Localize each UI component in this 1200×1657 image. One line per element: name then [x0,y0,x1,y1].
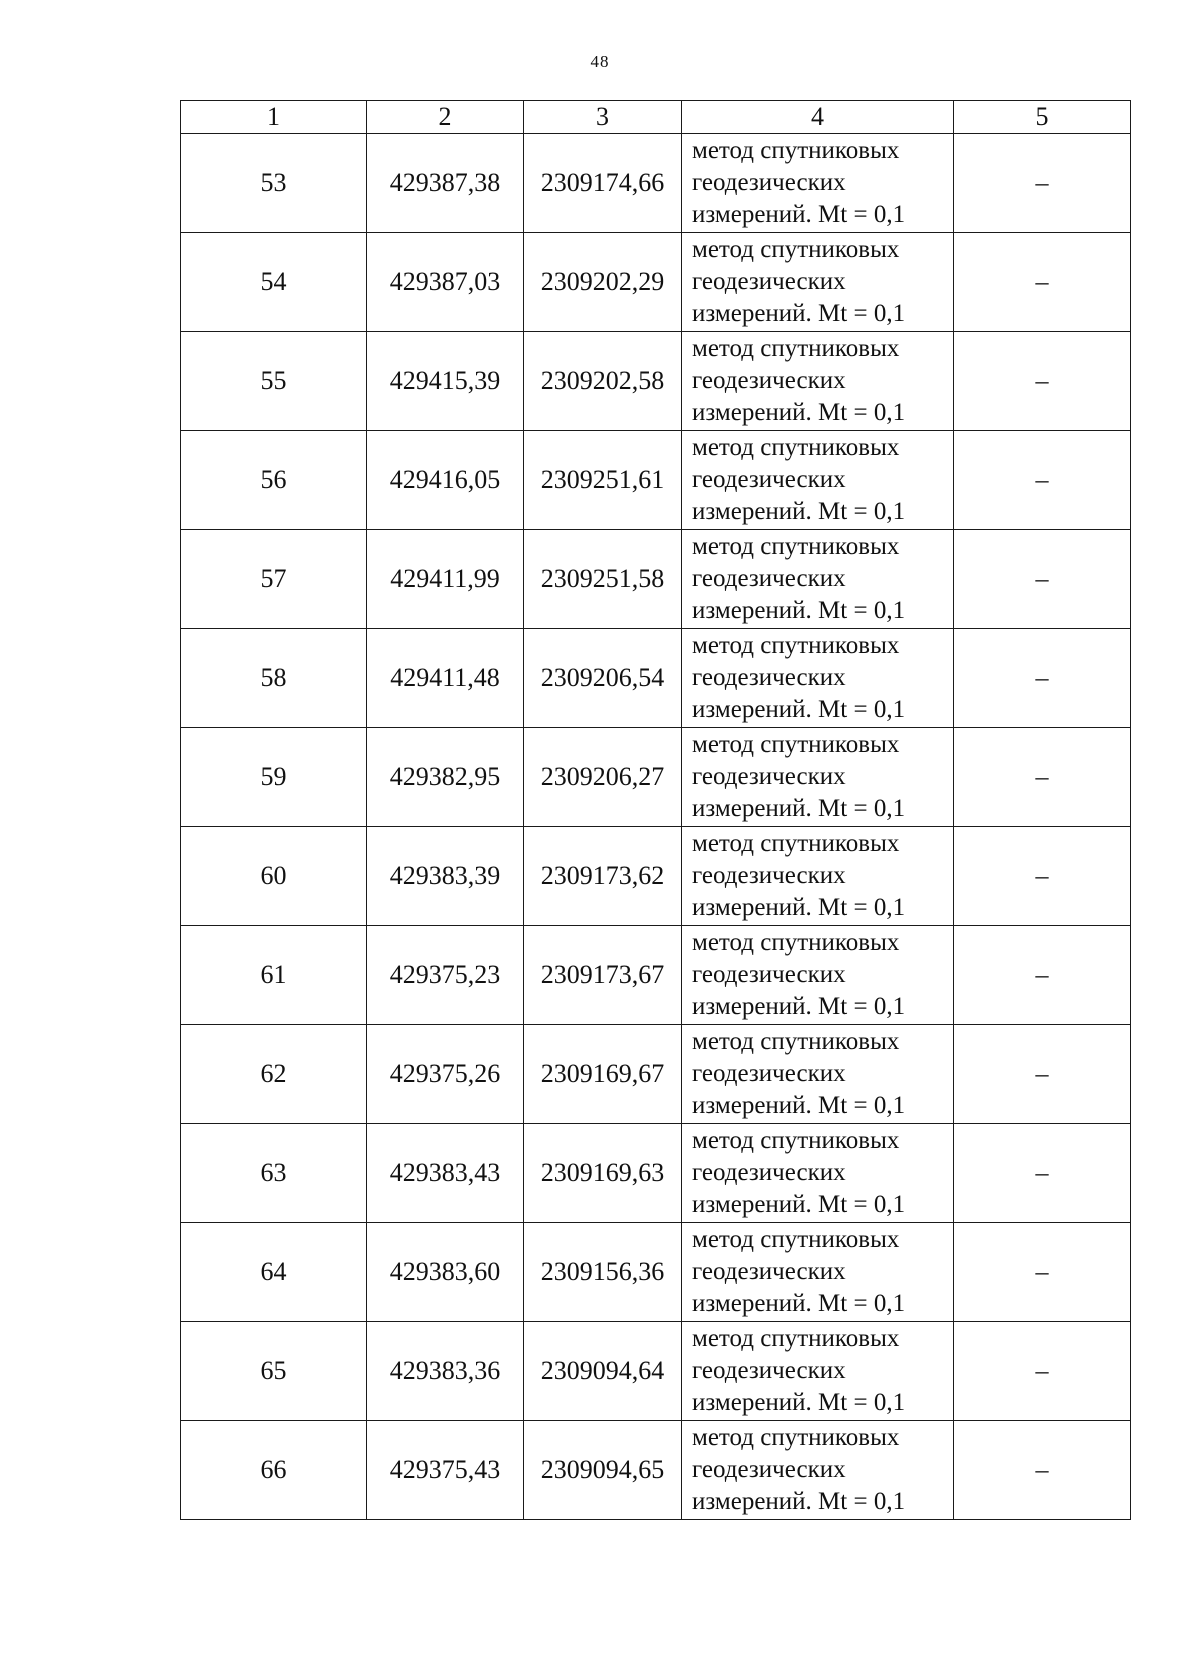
coordinate-x-cell: 429411,48 [367,629,524,728]
point-number-cell: 57 [181,530,367,629]
point-number-cell: 58 [181,629,367,728]
method-line: измерений. Mt = 0,1 [692,498,906,525]
method-line: геодезических [692,1060,846,1087]
point-number-cell: 56 [181,431,367,530]
point-number-cell: 60 [181,827,367,926]
method-line: метод спутниковых [692,335,900,362]
method-line: метод спутниковых [692,533,900,560]
coordinate-x-cell: 429387,38 [367,134,524,233]
method-line: измерений. Mt = 0,1 [692,696,906,723]
method-line: геодезических [692,664,846,691]
method-line: измерений. Mt = 0,1 [692,1290,906,1317]
point-number-cell: 59 [181,728,367,827]
table-row [181,233,1131,332]
method-cell [682,926,954,1025]
method-line: измерений. Mt = 0,1 [692,993,906,1020]
method-cell [682,1124,954,1223]
note-cell: – [954,728,1131,827]
coordinate-y-cell: 2309156,36 [524,1223,682,1322]
header-col-1: 1 [181,101,367,134]
header-row [181,101,1131,134]
method-line: геодезических [692,169,846,196]
point-number-cell: 65 [181,1322,367,1421]
note-cell: – [954,134,1131,233]
coordinate-y-cell: 2309251,61 [524,431,682,530]
note-cell: – [954,530,1131,629]
coordinate-y-cell: 2309173,67 [524,926,682,1025]
coordinate-x-cell: 429383,43 [367,1124,524,1223]
method-line: измерений. Mt = 0,1 [692,201,906,228]
point-number-cell: 64 [181,1223,367,1322]
point-number-cell: 66 [181,1421,367,1520]
table-body [181,134,1131,1520]
method-line: геодезических [692,1357,846,1384]
method-line: метод спутниковых [692,830,900,857]
coordinate-y-cell: 2309202,58 [524,332,682,431]
note-cell: – [954,1322,1131,1421]
table-row [181,332,1131,431]
note-cell: – [954,233,1131,332]
point-number-cell: 54 [181,233,367,332]
method-line: геодезических [692,961,846,988]
table-row [181,1223,1131,1322]
coordinate-x-cell: 429383,39 [367,827,524,926]
method-line: измерений. Mt = 0,1 [692,399,906,426]
method-cell [682,1322,954,1421]
method-line: геодезических [692,268,846,295]
method-line: измерений. Mt = 0,1 [692,894,906,921]
table-row [181,728,1131,827]
point-number-cell: 53 [181,134,367,233]
coordinate-y-cell: 2309202,29 [524,233,682,332]
method-line: измерений. Mt = 0,1 [692,597,906,624]
method-cell [682,431,954,530]
method-line: метод спутниковых [692,929,900,956]
header-col-3: 3 [524,101,682,134]
table-header [181,101,1131,134]
method-line: геодезических [692,763,846,790]
coordinate-x-cell: 429383,60 [367,1223,524,1322]
method-line: геодезических [692,1258,846,1285]
table-row [181,1025,1131,1124]
page-number: 48 [590,52,610,71]
method-line: измерений. Mt = 0,1 [692,300,906,327]
method-cell [682,1421,954,1520]
coordinate-y-cell: 2309206,27 [524,728,682,827]
method-line: метод спутниковых [692,731,900,758]
method-cell [682,827,954,926]
coordinate-x-cell: 429411,99 [367,530,524,629]
table-row [181,1322,1131,1421]
method-cell [682,1025,954,1124]
table-row [181,134,1131,233]
table-row [181,530,1131,629]
coordinate-x-cell: 429375,26 [367,1025,524,1124]
note-cell: – [954,827,1131,926]
header-col-2: 2 [367,101,524,134]
coordinate-y-cell: 2309173,62 [524,827,682,926]
method-line: измерений. Mt = 0,1 [692,1092,906,1119]
method-line: геодезических [692,1456,846,1483]
coordinate-x-cell: 429375,43 [367,1421,524,1520]
method-cell [682,233,954,332]
method-line: метод спутниковых [692,1226,900,1253]
coordinate-x-cell: 429382,95 [367,728,524,827]
method-line: метод спутниковых [692,434,900,461]
point-number-cell: 63 [181,1124,367,1223]
point-number-cell: 61 [181,926,367,1025]
note-cell: – [954,1025,1131,1124]
method-line: метод спутниковых [692,1028,900,1055]
method-line: метод спутниковых [692,137,900,164]
method-line: метод спутниковых [692,1325,900,1352]
method-cell [682,629,954,728]
method-cell [682,134,954,233]
table-row [181,1124,1131,1223]
note-cell: – [954,431,1131,530]
table-row [181,629,1131,728]
coordinate-x-cell: 429415,39 [367,332,524,431]
header-col-5: 5 [954,101,1131,134]
note-cell: – [954,1421,1131,1520]
coordinates-table [180,100,1131,1520]
method-line: измерений. Mt = 0,1 [692,1488,906,1515]
method-line: геодезических [692,367,846,394]
table-row [181,1421,1131,1520]
note-cell: – [954,1124,1131,1223]
note-cell: – [954,629,1131,728]
coordinate-x-cell: 429387,03 [367,233,524,332]
point-number-cell: 55 [181,332,367,431]
method-line: метод спутниковых [692,236,900,263]
point-number-cell: 62 [181,1025,367,1124]
note-cell: – [954,1223,1131,1322]
coordinate-x-cell: 429383,36 [367,1322,524,1421]
method-cell [682,530,954,629]
method-cell [682,332,954,431]
method-line: измерений. Mt = 0,1 [692,1191,906,1218]
coordinate-y-cell: 2309094,64 [524,1322,682,1421]
table-row [181,827,1131,926]
coordinate-x-cell: 429416,05 [367,431,524,530]
table-row [181,431,1131,530]
coordinate-y-cell: 2309251,58 [524,530,682,629]
coordinate-y-cell: 2309169,63 [524,1124,682,1223]
method-line: метод спутниковых [692,632,900,659]
method-cell [682,1223,954,1322]
coordinate-x-cell: 429375,23 [367,926,524,1025]
table-row [181,926,1131,1025]
coordinate-y-cell: 2309174,66 [524,134,682,233]
method-line: измерений. Mt = 0,1 [692,1389,906,1416]
method-line: геодезических [692,565,846,592]
method-line: метод спутниковых [692,1127,900,1154]
coordinate-y-cell: 2309169,67 [524,1025,682,1124]
coordinate-y-cell: 2309094,65 [524,1421,682,1520]
method-line: метод спутниковых [692,1424,900,1451]
method-line: геодезических [692,1159,846,1186]
coordinate-y-cell: 2309206,54 [524,629,682,728]
method-cell [682,728,954,827]
note-cell: – [954,332,1131,431]
method-line: геодезических [692,466,846,493]
header-col-4: 4 [682,101,954,134]
method-line: измерений. Mt = 0,1 [692,795,906,822]
method-line: геодезических [692,862,846,889]
note-cell: – [954,926,1131,1025]
